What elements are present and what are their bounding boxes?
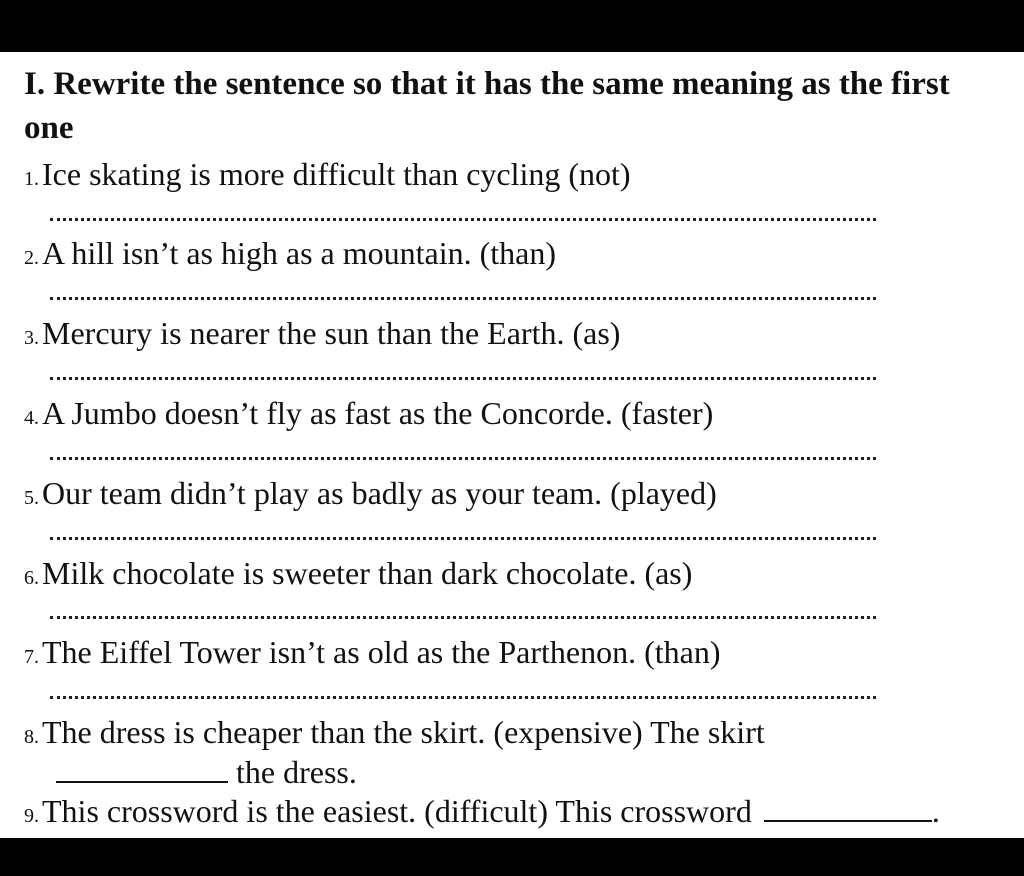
question-6 — [24, 553, 692, 598]
question-number: 4. — [24, 407, 39, 429]
question-3 — [24, 313, 620, 358]
question-text: Mercury is nearer the sun than the Earth. (as) — [42, 315, 621, 351]
answer-line-5[interactable] — [50, 537, 876, 540]
answer-blank-8[interactable] — [56, 753, 228, 783]
top-black-bar — [0, 0, 1024, 52]
answer-line-2[interactable] — [50, 297, 876, 300]
question-number: 3. — [24, 327, 39, 349]
question-text: Milk chocolate is sweeter than dark chocolate. (as) — [42, 555, 693, 591]
question-text: This crossword is the easiest. (difficult) This crossword — [42, 793, 752, 829]
question-number: 6. — [24, 567, 39, 589]
bottom-black-bar — [0, 838, 1024, 876]
question-7 — [24, 632, 720, 677]
question-number: 2. — [24, 247, 39, 269]
question-number: 7. — [24, 646, 39, 668]
question-1 — [24, 154, 631, 199]
question-text: The dress is cheaper than the skirt. (expensive) The skirt — [42, 714, 765, 750]
answer-line-7[interactable] — [50, 696, 876, 699]
question-continuation-text: the dress. — [236, 754, 357, 790]
answer-blank-9[interactable] — [764, 792, 932, 822]
question-text: Our team didn’t play as badly as your team. (played) — [42, 475, 717, 511]
answer-line-6[interactable] — [50, 616, 876, 619]
answer-line-1[interactable] — [50, 218, 876, 221]
question-number: 8. — [24, 726, 39, 748]
question-9 — [24, 791, 940, 836]
answer-line-3[interactable] — [50, 377, 876, 380]
question-5 — [24, 473, 717, 518]
exercise-title: I. Rewrite the sentence so that it has the same meaning as the first one — [24, 66, 950, 146]
question-text: The Eiffel Tower isn’t as old as the Parthenon. (than) — [42, 634, 721, 670]
question-text: Ice skating is more difficult than cycling (not) — [42, 156, 631, 192]
question-number: 1. — [24, 168, 39, 190]
question-4 — [24, 393, 713, 438]
question-8-continuation — [56, 752, 357, 792]
question-number: 9. — [24, 805, 39, 827]
question-number: 5. — [24, 487, 39, 509]
question-text: A hill isn’t as high as a mountain. (than) — [42, 235, 557, 271]
answer-line-4[interactable] — [50, 457, 876, 460]
question-text: A Jumbo doesn’t fly as fast as the Concorde. (faster) — [42, 395, 714, 431]
question-end-punctuation: . — [931, 793, 940, 829]
question-8 — [24, 712, 765, 757]
question-2 — [24, 233, 556, 278]
